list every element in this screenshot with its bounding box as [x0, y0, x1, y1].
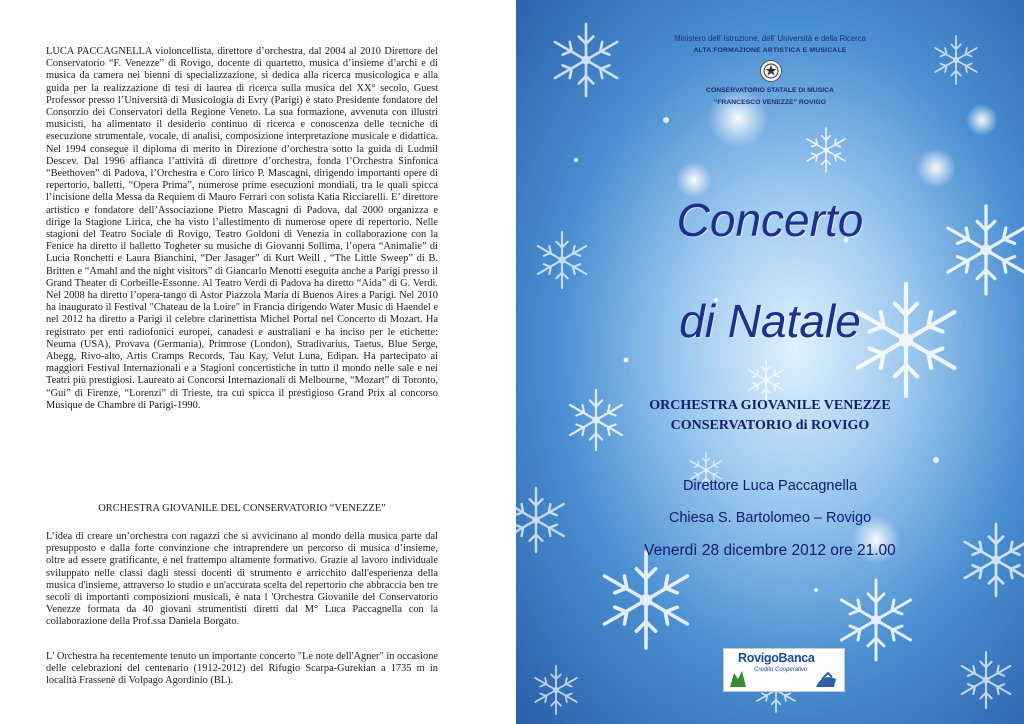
title-concerto: Concerto — [676, 194, 864, 246]
cover-page — [516, 0, 1024, 724]
venue-line: Chiesa S. Bartolomeo – Rovigo — [668, 510, 872, 526]
conservatory-line: CONSERVATORIO STATALE DI MUSICA — [706, 87, 834, 94]
title-di-natale: di Natale — [679, 295, 861, 347]
orchestra-heading: ORCHESTRA GIOVANILE DEL CONSERVATORIO “VENEZZE” — [98, 503, 386, 514]
ministry-line: Ministero dell’ Istruzione, dell’ Università e della Ricerca — [674, 34, 866, 43]
snowflake-decoration — [516, 0, 1024, 724]
orchestra-name: ORCHESTRA GIOVANILE VENEZZE — [649, 398, 891, 413]
conductor-line: Direttore Luca Paccagnella — [682, 478, 858, 494]
sponsor-emblem-icon — [724, 649, 844, 691]
sponsor-subtitle: Credito Cooperativo — [754, 667, 808, 673]
sponsor-name: RovigoBanca — [738, 651, 815, 665]
conservatory-name-line: “FRANCESCO VENEZZE” ROVIGO — [713, 99, 827, 106]
sponsor-logo — [723, 648, 845, 692]
republic-emblem-icon — [760, 60, 782, 82]
orchestra-paragraph: L’idea di creare un’orchestra con ragazzi che si avvicinano al mondo della musica parte dal presupposto e dalla forte convinzione che intraprendere un percorso di musica d’insieme, oltre ad essere gratificante, è nel frattempo altamente formativo. Grazie al lavoro individuale sviluppato nelle classi dagli stessi docenti di strumento e arricchito dall'esperienza della musica d'insieme, attraverso lo studio e un'accurata scelta del repertorio che abbraccia ben tre secoli di importanti composizioni musicali, è nata l 'Orchestra Giovanile del Conservatorio Venezze formata da 40 giovani strumentisti diretti dal M° Luca Paccagnella con la collaborazione della Prof.ssa Daniela Borgato. — [46, 531, 438, 628]
date-time-line: Venerdì 28 dicembre 2012 ore 21.00 — [644, 542, 896, 559]
orchestra-concert-paragraph: L' Orchestra ha recentemente tenuto un importante concerto "Le note dell'Agner" in occasione delle celebrazioni del centenario (1912-2012) del Rifugio Scarpa-Gurekian a 1735 m in località Frassenè di Volpago Agordinio (BL). — [46, 651, 438, 687]
conductor-biography: LUCA PACCAGNELLA violoncellista, direttore d’orchestra, dal 2004 al 2010 Direttore del Conservatorio “F. Venezze” di Rovigo, docente di quartetto, musica d’insieme d’archi e di musica da camera nei bienni di specializzazione, si dedica alla ricerca musicologica e alla guida per la realizzazione di tesi di laurea di ricerca sulla musica del XX° secolo, Guest Professor presso l’Università di Musicologia di Evry (Parigi) è stato Presidente fondatore del Consorzio dei Conservatori della Regione Veneto. La sua formazione, avvenuta con illustri musicisti, ha alimentato il desiderio continuo di ricerca e conoscenza delle tecniche di esecuzione strumentale, vocale, di analisi, composizione interpretazione musicale e didattica. Nel 1994 consegue il diploma di merito in Direzione d’orchestra sotto la guida di Ludmil Descev. Dal 1996 affianca l’attività di direttore d’orchestra, fonda l’Orchestra Sinfonica “Beethoven” di Padova, l’Orchestra e Coro lirico P. Mascagni, dirigendo importanti opere di repertorio, balletti, “Opera Prima”, numerose prime esecuzioni mondiali, tra le quali spicca l’incisione della Messa da Requiem di Mauro Ferrari con solista Katia Ricciarelli. E’ direttore artistico e fondatore dell’Associazione Pietro Mascagni di Padova, dal 2000 organizza e dirige la Stagione Lirica, che ha visto l’allestimento di numerose opere di repertorio. Nelle stagioni del Teatro Sociale di Rovigo, Teatro Goldoni di Venezia in collaborazione con la Fenice ha diretto il balletto Togheter su musiche di Giovanni Sollima, l’opera “Animalie” di Lucia Ronchetti e Laura Bianchini, “Der Jasager” di Kurt Weill , “The Little Sweep” di B. Britten e “Amahl and the night visitors” di Giancarlo Menotti eseguita anche a Parigi presso il Grand Theater di Corbeille-Essonne. Al Teatro Verdi di Padova ha diretto “Aida” di G. Verdi. Nel 2008 ha diretto l’opera-tango di Astor Piazzola Maria di Buenos Aires a Parigi. Nel 2010 ha inaugurato il Festival "Chateau de la Loire" in Francia dirigendo Water Music di Haendel e nel 2012 ha diretto a Parigi il celebre clarinettista Michel Portal nel Concerto di Mozart. Ha registrato per enti radiofonici europei, canadesi e australiani e ha inciso per le etichette: Neuma (USA), Provava (Germania), Primrose (London), Stradivarius, Taetus, Blue Serge, Abegg, Rivo-alto, Artis Cramps Records, Tau Kay, Velut Luna, Edipan. Ha partecipato ai maggiori Festival Internazionali e a Stagioni concertistiche in tutto il mondo nelle sale e nei Teatri più prestigiosi. Laureato ai Concorsi Internazionali di Melbourne, “Mozart” di Toronto, “Gui” di Firenze, “Lorenzi” di Trieste, tra cui spicca il prestigioso Grand Prix al concorso Musique de Chambre di Parigi-1990. — [46, 46, 438, 411]
afam-line: ALTA FORMAZIONE ARTISTICA E MUSICALE — [693, 47, 847, 54]
conservatory-name: CONSERVATORIO di ROVIGO — [670, 418, 870, 433]
